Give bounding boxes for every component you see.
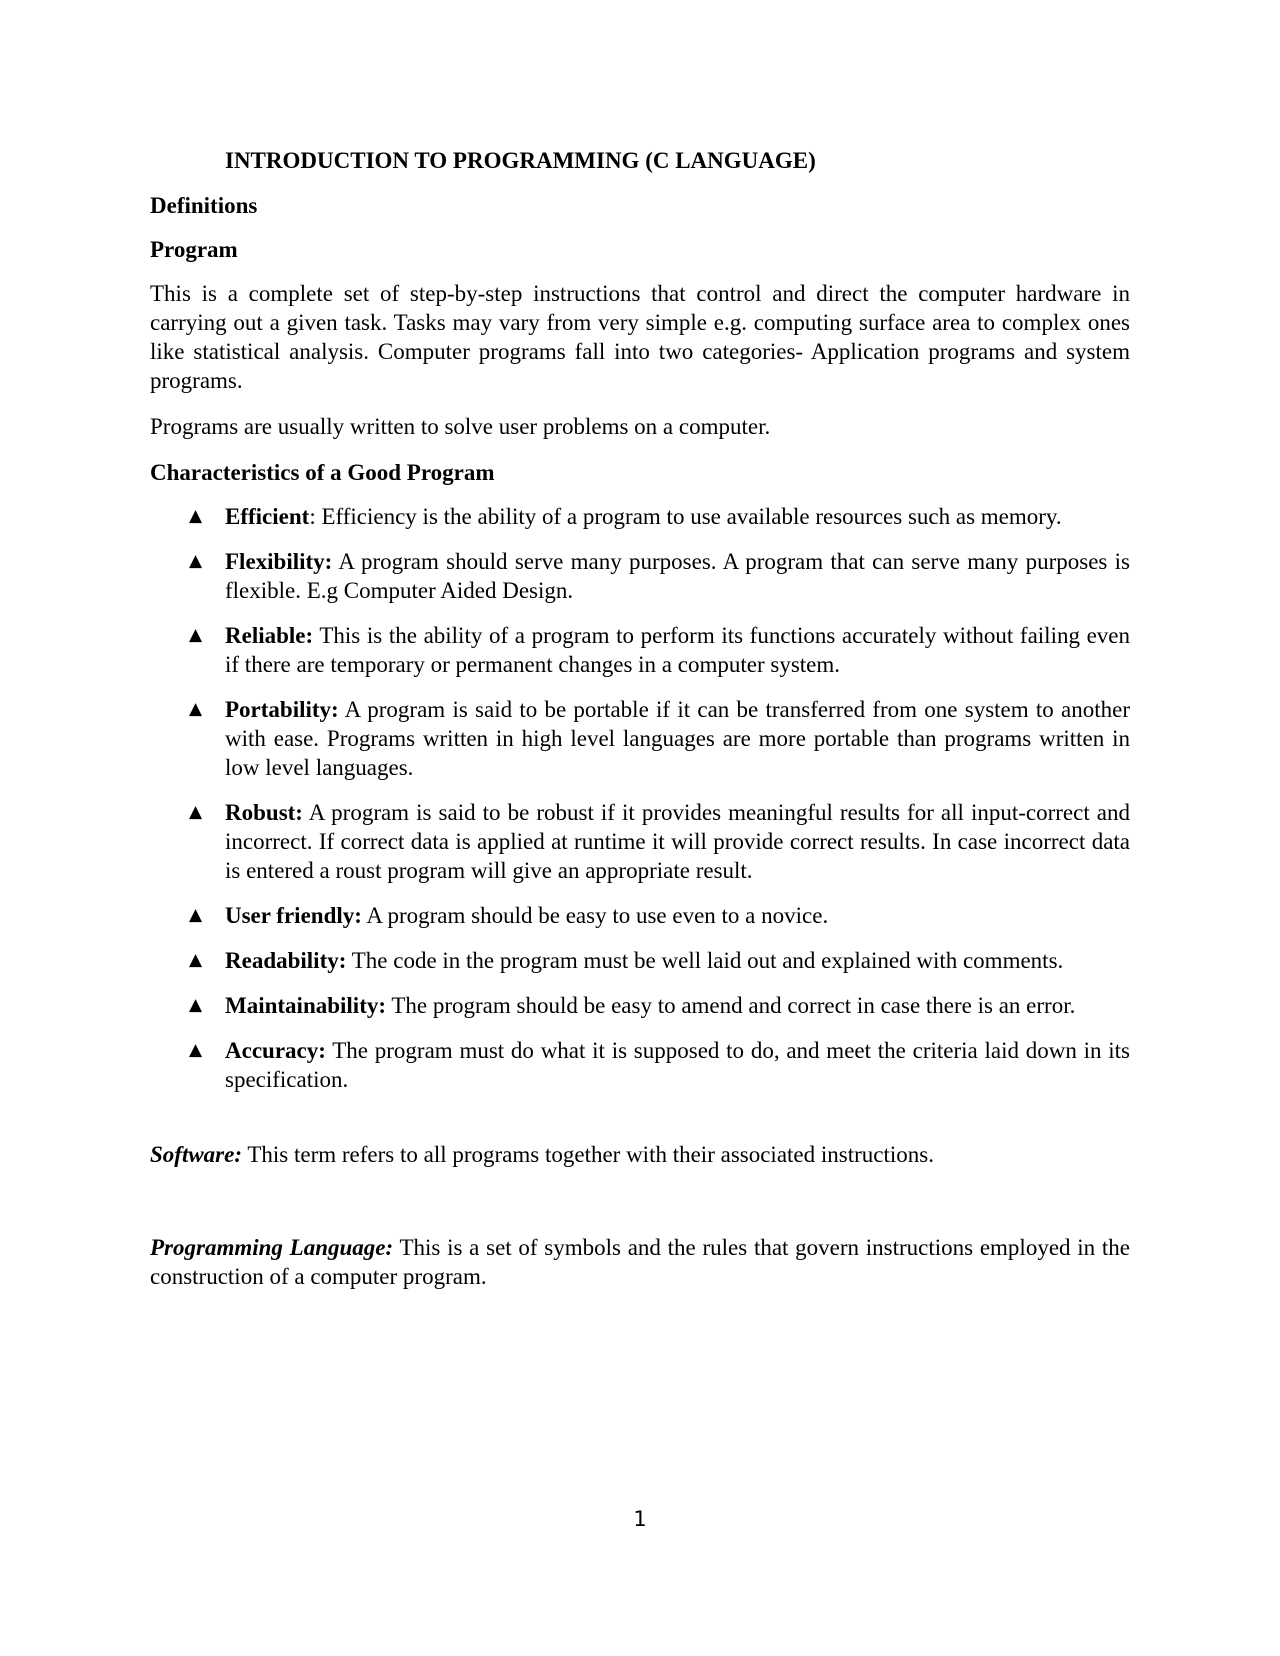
characteristic-term: Portability:	[225, 697, 339, 722]
triangle-bullet-icon: ▲	[189, 1040, 203, 1060]
characteristic-text: A program is said to be portable if it can be transferred from one system to another with ease. Programs written in high level languages are more portable than programs written in low level languages.	[225, 697, 1130, 780]
characteristics-list	[150, 502, 1130, 1094]
characteristic-term: Efficient	[225, 504, 310, 529]
programming-language-text: This is a set of symbols and the rules that govern instructions employed in the construction of a computer program.	[150, 1235, 1130, 1289]
characteristic-term: Accuracy:	[225, 1038, 326, 1063]
list-item	[150, 621, 1130, 679]
list-item	[150, 502, 1130, 531]
list-item	[150, 1036, 1130, 1094]
characteristic-term: Reliable:	[225, 623, 314, 648]
characteristic-text: A program should serve many purposes. A program that can serve many purposes is flexible. E.g Computer Aided Design.	[225, 549, 1130, 603]
programs-usage-paragraph: Programs are usually written to solve user problems on a computer.	[150, 414, 771, 439]
characteristic-text: A program is said to be robust if it provides meaningful results for all input-correct and incorrect. If correct data is applied at runtime it will provide correct results. In case incorrect data is entered a roust program will give an appropriate result.	[225, 800, 1130, 883]
triangle-bullet-icon: ▲	[189, 995, 203, 1015]
triangle-bullet-icon: ▲	[189, 950, 203, 970]
triangle-bullet-icon: ▲	[189, 802, 203, 822]
list-item	[150, 695, 1130, 782]
program-heading: Program	[150, 237, 238, 262]
characteristic-text: Efficiency is the ability of a program to use available resources such as memory.	[315, 504, 1062, 529]
document-content	[150, 146, 1130, 1291]
software-definition	[150, 1140, 1130, 1169]
characteristics-heading: Characteristics of a Good Program	[150, 460, 495, 485]
triangle-bullet-icon: ▲	[189, 625, 203, 645]
definitions-heading: Definitions	[150, 193, 258, 218]
triangle-bullet-icon: ▲	[189, 551, 203, 571]
list-item	[150, 946, 1130, 975]
characteristic-text: The code in the program must be well laid out and explained with comments.	[346, 948, 1064, 973]
software-text: This term refers to all programs together with their associated instructions.	[242, 1142, 934, 1167]
characteristic-term: Robust:	[225, 800, 303, 825]
characteristic-separator: :	[309, 504, 316, 529]
list-item	[150, 991, 1130, 1020]
triangle-bullet-icon: ▲	[189, 905, 203, 925]
characteristic-text: The program should be easy to amend and correct in case there is an error.	[386, 993, 1076, 1018]
software-term: Software:	[150, 1142, 242, 1167]
program-paragraph: This is a complete set of step-by-step instructions that control and direct the computer hardware in carrying out a given task. Tasks may vary from very simple e.g. computing surface area to complex ones like statistical analysis. Computer programs fall into two categories- Application programs and system programs.	[150, 281, 1130, 393]
characteristic-text: This is the ability of a program to perform its functions accurately without failing even if there are temporary or permanent changes in a computer system.	[225, 623, 1130, 677]
programming-language-definition	[150, 1233, 1130, 1291]
characteristic-term: Maintainability:	[225, 993, 387, 1018]
document-title: INTRODUCTION TO PROGRAMMING (C LANGUAGE)	[225, 148, 816, 173]
list-item	[150, 547, 1130, 605]
characteristic-text: A program should be easy to use even to a novice.	[361, 903, 829, 928]
triangle-bullet-icon: ▲	[189, 699, 203, 719]
page-number: 1	[633, 1507, 647, 1531]
list-item	[150, 901, 1130, 930]
characteristic-term: User friendly:	[225, 903, 362, 928]
triangle-bullet-icon: ▲	[189, 506, 203, 526]
programming-language-term: Programming Language:	[150, 1235, 394, 1260]
characteristic-term: Flexibility:	[225, 549, 333, 574]
characteristic-text: The program must do what it is supposed to do, and meet the criteria laid down in its specification.	[225, 1038, 1130, 1092]
list-item	[150, 798, 1130, 885]
characteristic-term: Readability:	[225, 948, 347, 973]
